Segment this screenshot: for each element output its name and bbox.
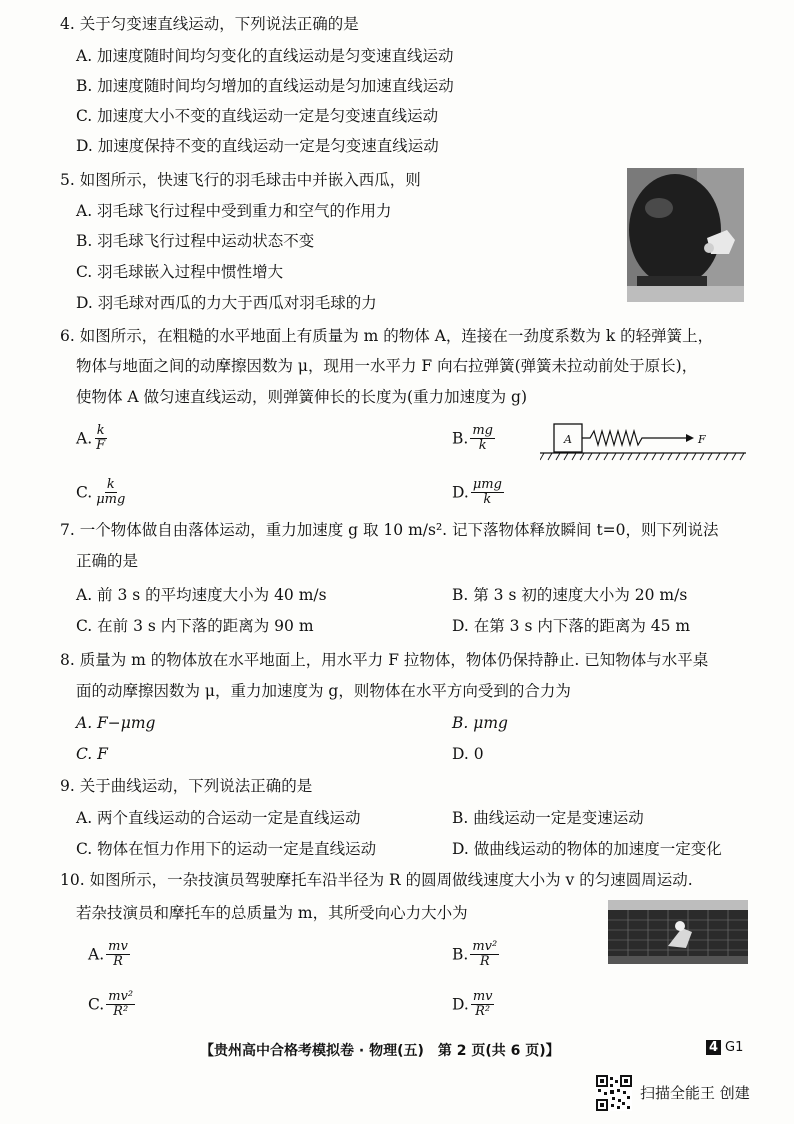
q7-option-b: B. 第 3 s 初的速度大小为 20 m/s [452, 586, 688, 604]
q4-option-c: C. 加速度大小不变的直线运动一定是匀变速直线运动 [76, 107, 439, 125]
q9-option-c: C. 物体在恒力作用下的运动一定是直线运动 [76, 840, 377, 858]
watermelon-photo [627, 168, 744, 302]
page-footer: 【贵州高中合格考模拟卷 · 物理(五) 第 2 页(共 6 页)】 [200, 1043, 560, 1059]
motorcycle-globe-photo [608, 900, 748, 964]
q7-option-d: D. 在第 3 s 内下落的距离为 45 m [452, 617, 691, 635]
q6-option-b-fraction [470, 424, 495, 453]
block-label: A [564, 433, 572, 446]
exam-code-badge [706, 1040, 743, 1055]
q8-stem-line2: 面的动摩擦因数为 μ，重力加速度为 g，则物体在水平方向受到的合力为 [76, 682, 571, 700]
q6-option-d-den: k [483, 492, 492, 507]
q4-option-d: D. 加速度保持不变的直线运动一定是匀变速直线运动 [76, 137, 439, 155]
q4-option-b: B. 加速度随时间均匀增加的直线运动是匀加速直线运动 [76, 77, 454, 95]
q8-option-b: B. μmg [452, 714, 508, 732]
q10-stem-line1: 10. 如图所示，一杂技演员驾驶摩托车沿半径为 R 的圆周做线速度大小为 v 的匀速圆周运动. [60, 871, 693, 889]
q10-option-b-num: mv² [472, 939, 498, 954]
q6-stem-line1: 6. 如图所示，在粗糙的水平地面上有质量为 m 的物体 A，连接在一劲度系数为 k 的轻弹簧上， [60, 327, 714, 345]
q6-option-c-num: k [106, 477, 115, 492]
q6-option-c [76, 478, 127, 507]
q10-option-c-den: R² [113, 1004, 129, 1019]
q6-option-a-fraction [94, 424, 107, 453]
q5-stem: 5. 如图所示，快速飞行的羽毛球击中并嵌入西瓜，则 [60, 171, 421, 189]
q6-stem-line2: 物体与地面之间的动摩擦因数为 μ，现用一水平力 F 向右拉弹簧(弹簧未拉动前处于原长)， [76, 357, 698, 375]
q10-option-c-num: mv² [108, 989, 134, 1004]
q10-option-c [88, 990, 135, 1019]
q5-option-c: C. 羽毛球嵌入过程中惯性增大 [76, 263, 284, 281]
q8-option-d: D. 0 [452, 745, 484, 763]
badge-number: 4 [706, 1040, 721, 1055]
q5-option-d: D. 羽毛球对西瓜的力大于西瓜对羽毛球的力 [76, 294, 377, 312]
q7-stem-line2: 正确的是 [76, 552, 139, 570]
q6-option-d-fraction [471, 478, 504, 507]
q10-option-c-label: C. [88, 995, 105, 1014]
q8-option-a: A. F−μmg [76, 714, 156, 732]
q10-option-a-label: A. [88, 945, 105, 964]
q10-stem-line2: 若杂技演员和摩托车的总质量为 m，其所受向心力大小为 [76, 904, 468, 922]
q10-option-b-label: B. [452, 945, 469, 964]
q10-option-d-label: D. [452, 995, 469, 1014]
q10-option-b-den: R [479, 954, 490, 969]
q10-option-a [88, 940, 130, 969]
force-label: F [698, 433, 706, 446]
q6-stem-line3: 使物体 A 做匀速直线运动，则弹簧伸长的长度为(重力加速度为 g) [76, 388, 527, 406]
q10-option-c-fraction [106, 990, 135, 1019]
q6-option-a-num: k [96, 423, 105, 438]
q6-option-d-num: μmg [472, 477, 502, 492]
q9-option-d: D. 做曲线运动的物体的加速度一定变化 [452, 840, 722, 858]
q10-option-d [452, 990, 494, 1019]
q7-option-c: C. 在前 3 s 内下落的距离为 90 m [76, 617, 314, 635]
q5-option-a: A. 羽毛球飞行过程中受到重力和空气的作用力 [76, 202, 392, 220]
q5-option-b: B. 羽毛球飞行过程中运动状态不变 [76, 232, 315, 250]
q10-option-a-num: mv [108, 939, 128, 954]
q6-option-a-label: A. [76, 429, 93, 448]
q8-option-c: C. F [76, 745, 108, 763]
q10-option-a-den: R [113, 954, 123, 969]
q10-option-b [452, 940, 499, 969]
q6-option-d-label: D. [452, 483, 469, 502]
spring-block-diagram [540, 420, 750, 464]
qr-code-icon [596, 1075, 632, 1111]
q10-option-a-fraction [106, 940, 130, 969]
q7-stem-line1: 7. 一个物体做自由落体运动，重力加速度 g 取 10 m/s². 记下落物体释放瞬间 t=0，则下列说法 [60, 521, 719, 539]
q8-stem-line1: 8. 质量为 m 的物体放在水平地面上，用水平力 F 拉物体，物体仍保持静止. 已知物体与水平桌 [60, 651, 709, 669]
q10-option-d-num: mv [472, 989, 493, 1004]
q9-stem: 9. 关于曲线运动，下列说法正确的是 [60, 777, 313, 795]
arrow-right-icon [686, 434, 694, 442]
q10-option-d-den: R² [475, 1004, 491, 1019]
q10-option-b-fraction [470, 940, 499, 969]
q9-option-a: A. 两个直线运动的合运动一定是直线运动 [76, 809, 361, 827]
scanner-watermark-text: 扫描全能王 创建 [640, 1084, 750, 1102]
q9-option-b: B. 曲线运动一定是变速运动 [452, 809, 644, 827]
q6-option-d [452, 478, 504, 507]
q6-option-b-den: k [478, 438, 487, 453]
q6-option-a [76, 424, 107, 453]
spring-icon [582, 431, 650, 445]
q4-stem: 4. 关于匀变速直线运动，下列说法正确的是 [60, 15, 359, 33]
q6-option-a-den: F [96, 438, 106, 453]
q6-option-b-num: mg [472, 423, 493, 438]
q6-option-b-label: B. [452, 429, 469, 448]
q6-option-c-fraction [94, 478, 127, 507]
q6-option-b [452, 424, 495, 453]
q6-option-c-den: μmg [96, 492, 126, 507]
q4-option-a: A. 加速度随时间均匀变化的直线运动是匀变速直线运动 [76, 47, 454, 65]
q6-option-c-label: C. [76, 483, 93, 502]
badge-code: G1 [725, 1040, 744, 1055]
q10-option-d-fraction [471, 990, 495, 1019]
q7-option-a: A. 前 3 s 的平均速度大小为 40 m/s [76, 586, 327, 604]
ground-hatch [540, 453, 744, 460]
